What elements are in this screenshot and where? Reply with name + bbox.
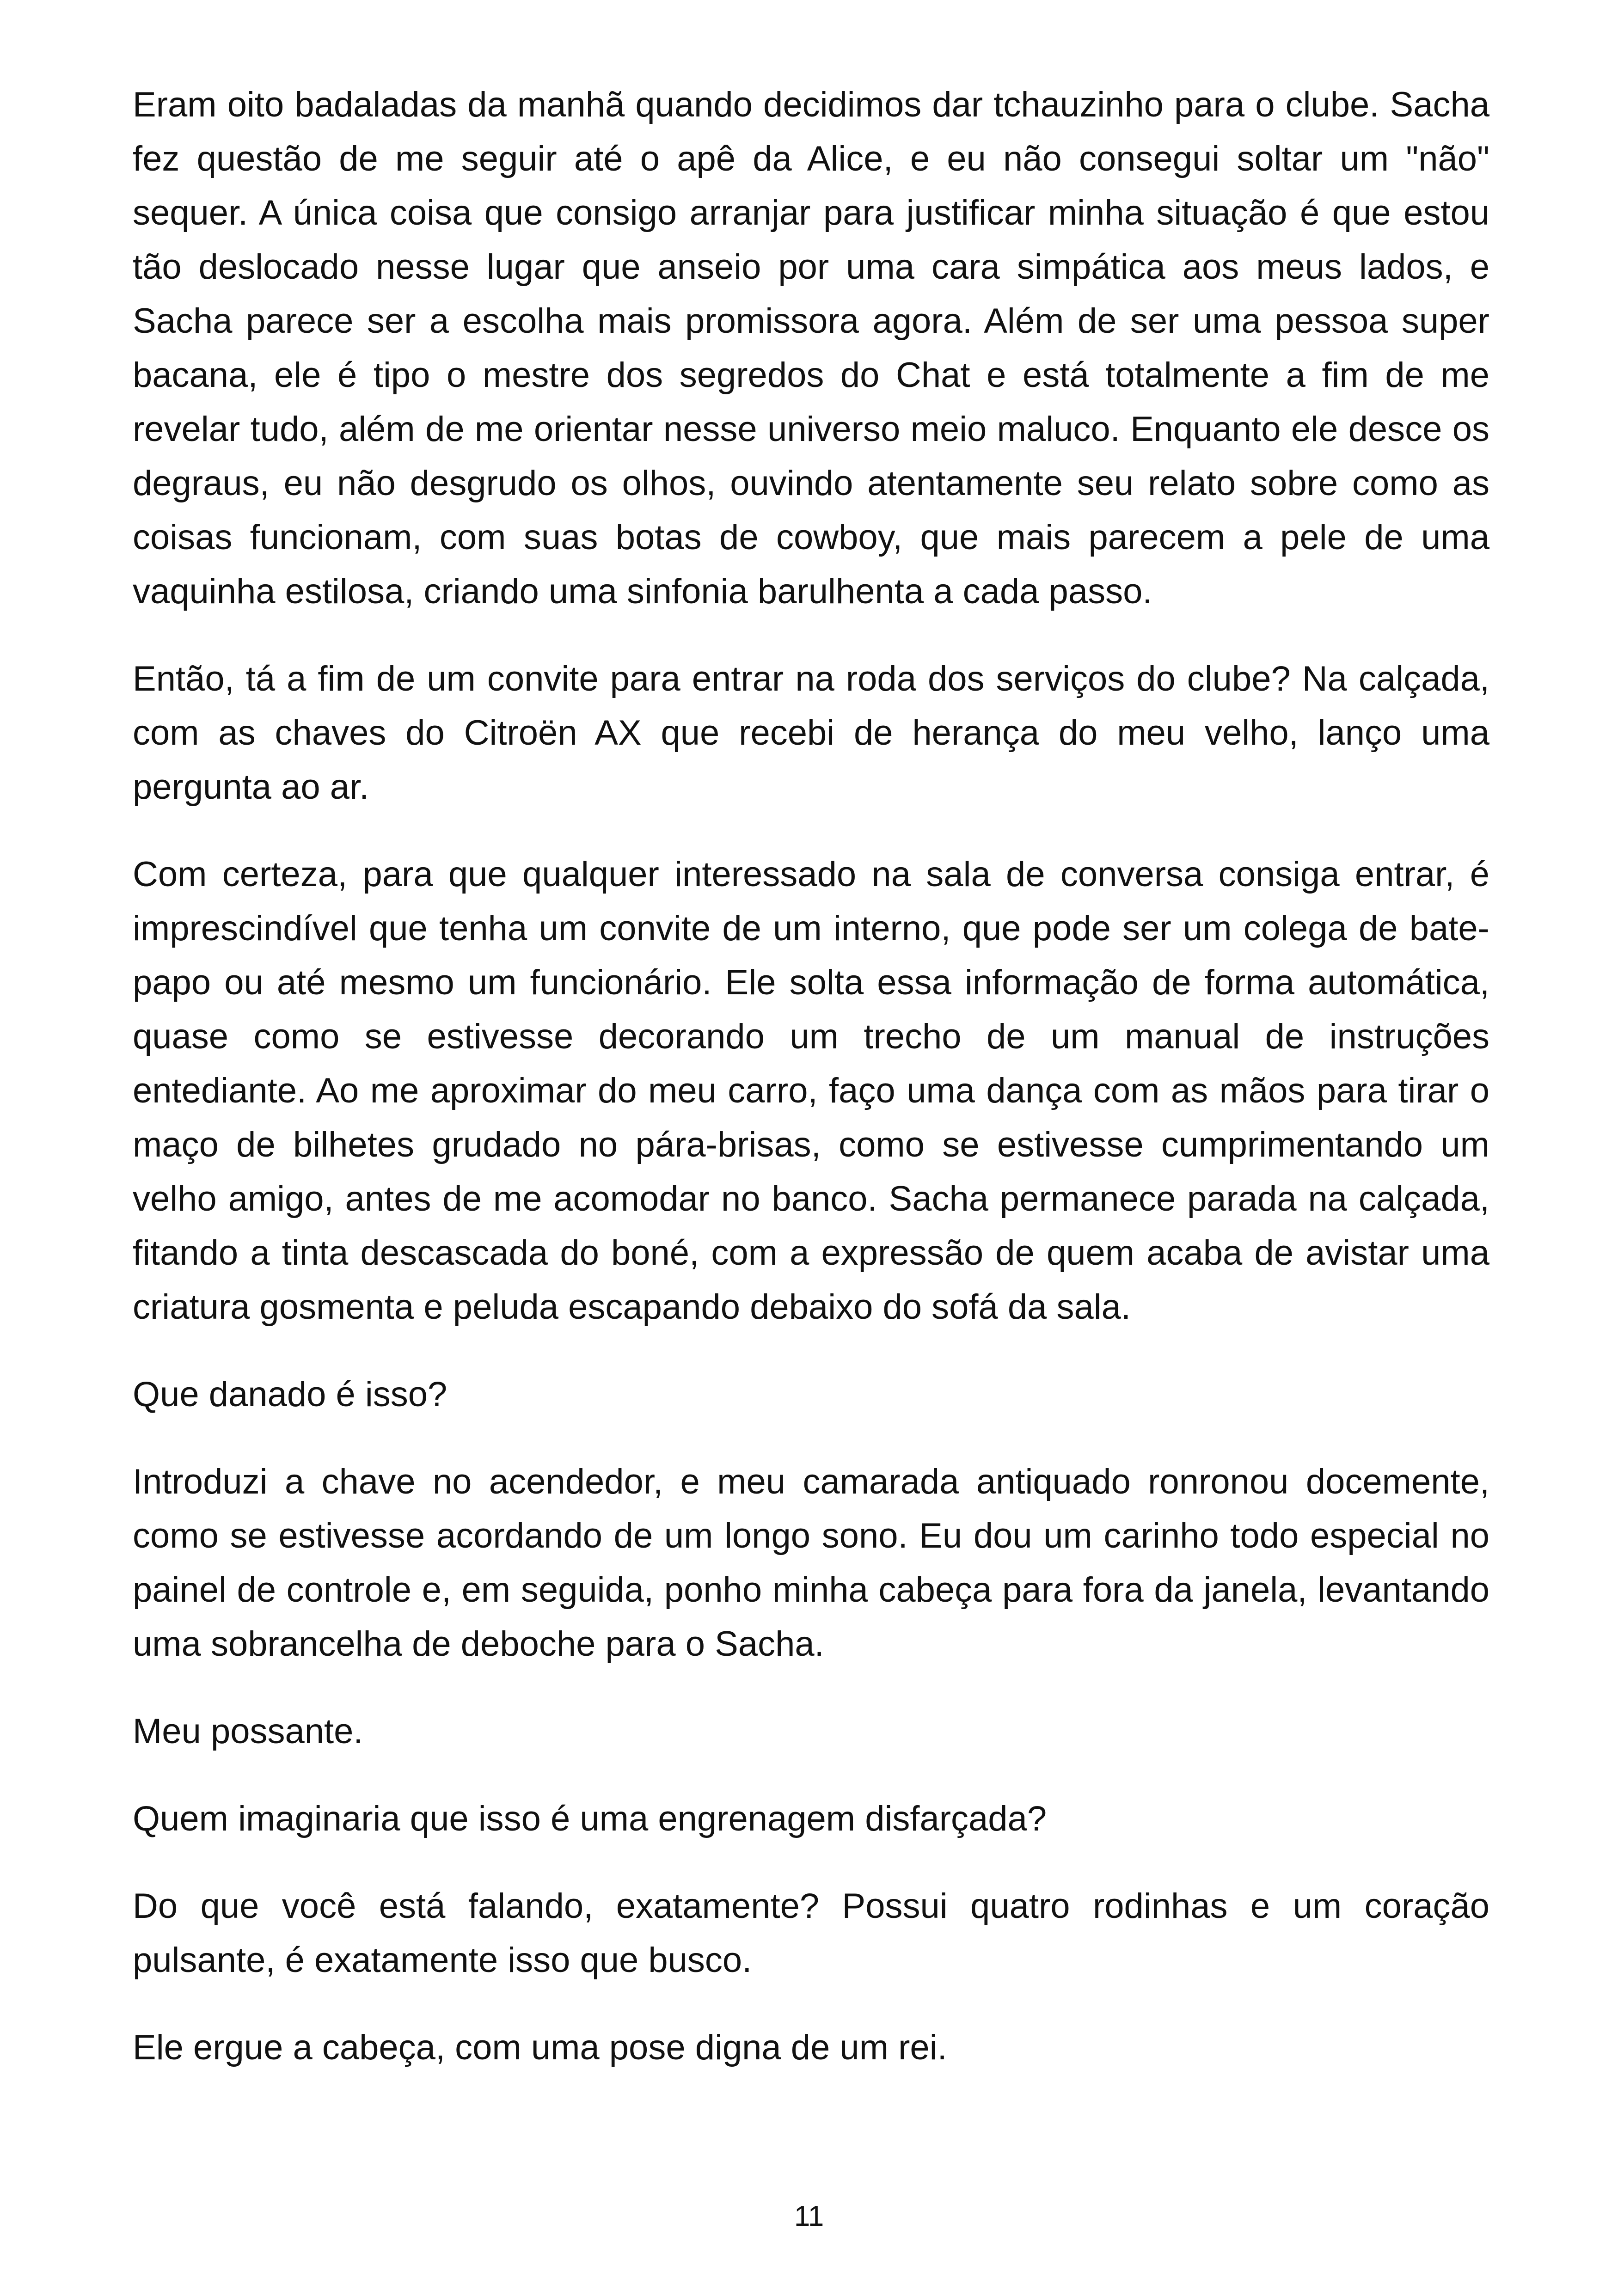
body-text bbox=[133, 78, 1489, 2108]
paragraph-6: Meu possante. bbox=[133, 1712, 363, 1751]
paragraph-1: Eram oito badaladas da manhã quando decidimos dar tchauzinho para o clube. Sacha fez questão de me seguir até o apê da Alice, e eu não consegui soltar um "não" sequer. A única coisa que consigo arranjar para justificar minha situação é que estou tão deslocado nesse lugar que anseio por uma cara simpática aos meus lados, e Sacha parece ser a escolha mais promissora agora. Além de ser uma pessoa super bacana, ele é tipo o mestre dos segredos do Chat e está totalmente a fim de me revelar tudo, além de me orientar nesse universo meio maluco. Enquanto ele desce os degraus, eu não desgrudo os olhos, ouvindo atentamente seu relato sobre como as coisas funcionam, com suas botas de cowboy, que mais parecem a pele de uma vaquinha estilosa, criando uma sinfonia barulhenta a cada passo. bbox=[133, 85, 1489, 611]
page-number: 11 bbox=[794, 2200, 824, 2232]
paragraph-7: Quem imaginaria que isso é uma engrenagem disfarçada? bbox=[133, 1799, 1047, 1838]
paragraph-8: Do que você está falando, exatamente? Possui quatro rodinhas e um coração pulsante, é exatamente isso que busco. bbox=[133, 1886, 1489, 1980]
paragraph-3: Com certeza, para que qualquer interessado na sala de conversa consiga entrar, é imprescindível que tenha um convite de um interno, que pode ser um colega de bate-papo ou até mesmo um funcionário. Ele solta essa informação de forma automática, quase como se estivesse decorando um trecho de um manual de instruções entediante. Ao me aproximar do meu carro, faço uma dança com as mãos para tirar o maço de bilhetes grudado no pára-brisas, como se estivesse cumprimentando um velho amigo, antes de me acomodar no banco. Sacha permanece parada na calçada, fitando a tinta descascada do boné, com a expressão de quem acaba de avistar uma criatura gosmenta e peluda escapando debaixo do sofá da sala. bbox=[133, 855, 1489, 1327]
paragraph-5: Introduzi a chave no acendedor, e meu camarada antiquado ronronou docemente, como se estivesse acordando de um longo sono. Eu dou um carinho todo especial no painel de controle e, em seguida, ponho minha cabeça para fora da janela, levantando uma sobrancelha de deboche para o Sacha. bbox=[133, 1462, 1489, 1664]
paragraph-9: Ele ergue a cabeça, com uma pose digna de um rei. bbox=[133, 2028, 947, 2067]
paragraph-4: Que danado é isso? bbox=[133, 1375, 447, 1414]
paragraph-2: Então, tá a fim de um convite para entrar na roda dos serviços do clube? Na calçada, com as chaves do Citroën AX que recebi de herança do meu velho, lanço uma pergunta ao ar. bbox=[133, 659, 1489, 807]
